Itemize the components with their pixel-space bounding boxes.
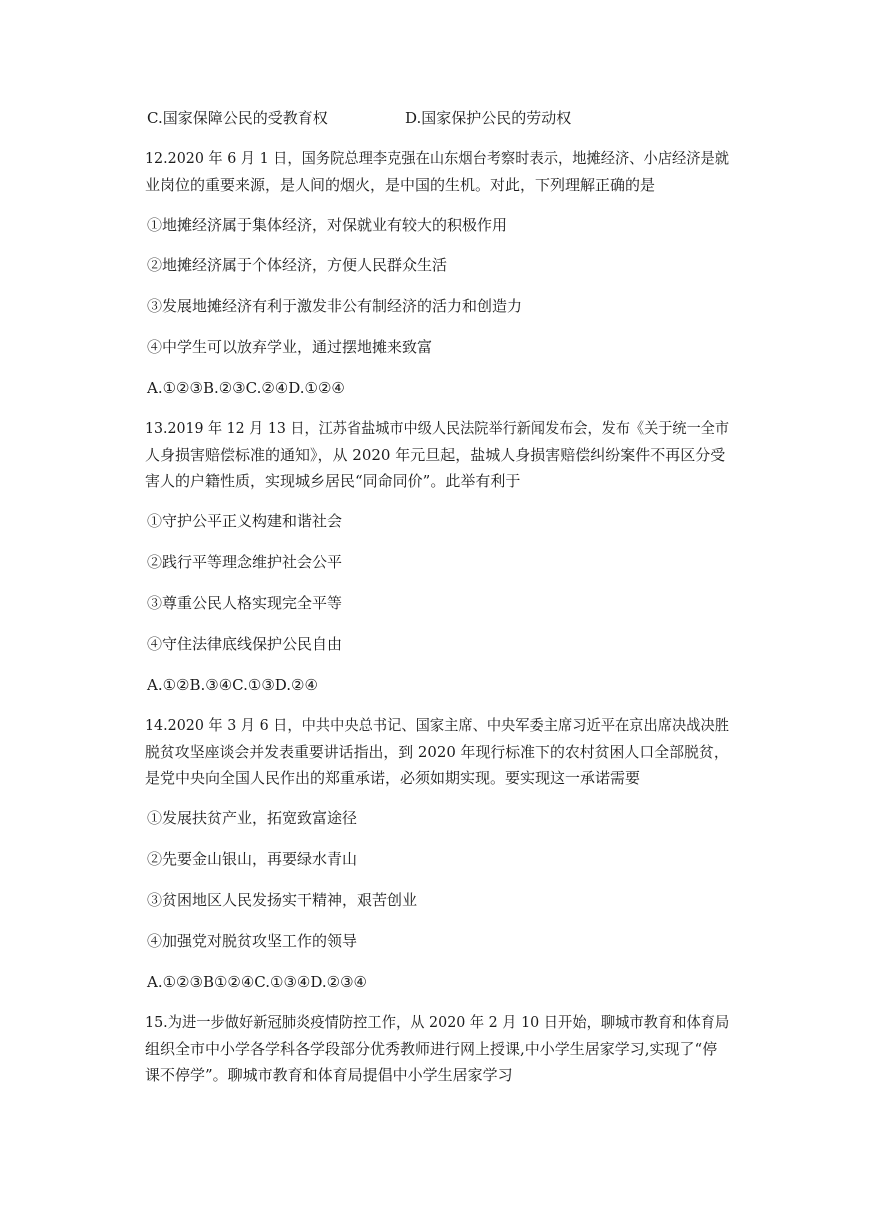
q13-item-3: ③尊重公民人格实现完全平等 [147,594,343,612]
q12-choices: A.①②③B.②③C.②④D.①②④ [147,379,345,397]
q14-item-4: ④加强党对脱贫攻坚工作的领导 [147,932,358,950]
q14-item-1: ①发展扶贫产业，拓宽致富途径 [147,809,358,827]
q14-stem-line-3: 是党中央向全国人民作出的郑重承诺，必须如期实现。要实现这一承诺需要 [145,769,641,787]
q14-item-3: ③贫困地区人民发扬实干精神，艰苦创业 [147,891,418,909]
q12-item-2: ②地摊经济属于个体经济，方便人民群众生活 [147,256,448,274]
q14-stem-line-1: 14.2020 年 3 月 6 日，中共中央总书记、国家主席、中央军委主席习近平在京出席决战决胜 [145,716,729,734]
q14-choices: A.①②③B①②④C.①③④D.②③④ [147,973,367,991]
q11-option-c: C.国家保障公民的受教育权 [147,109,328,127]
q13-stem-line-3: 害人的户籍性质，实现城乡居民“同命同价”。此举有利于 [145,472,521,490]
q13-stem-line-2: 人身损害赔偿标准的通知》，从 2020 年元旦起，盐城人身损害赔偿纠纷案件不再区分受 [145,446,726,464]
q12-item-3: ③发展地摊经济有利于激发非公有制经济的活力和创造力 [147,297,523,315]
q13-item-4: ④守住法律底线保护公民自由 [147,635,343,653]
q12-item-4: ④中学生可以放弃学业，通过摆地摊来致富 [147,338,433,356]
q14-item-2: ②先要金山银山，再要绿水青山 [147,850,358,868]
q13-item-1: ①守护公平正义构建和谐社会 [147,512,343,530]
q12-item-1: ①地摊经济属于集体经济，对保就业有较大的积极作用 [147,216,508,234]
q12-stem-line-1: 12.2020 年 6 月 1 日，国务院总理李克强在山东烟台考察时表示，地摊经济、小店经济是就 [145,149,729,167]
q15-stem-line-2: 组织全市中小学各学科各学段部分优秀教师进行网上授课,中小学生居家学习,实现了“停 [145,1040,718,1058]
q13-choices: A.①②B.③④C.①③D.②④ [147,676,318,694]
q15-stem-line-1: 15.为进一步做好新冠肺炎疫情防控工作，从 2020 年 2 月 10 日开始，聊城市教育和体育局 [145,1013,730,1031]
q13-stem-line-1: 13.2019 年 12 月 13 日，江苏省盐城市中级人民法院举行新闻发布会，发布《关于统一全市 [145,419,730,437]
q11-option-d: D.国家保护公民的劳动权 [405,109,572,127]
q13-item-2: ②践行平等理念维护社会公平 [147,553,343,571]
q15-stem-line-3: 课不停学”。聊城市教育和体育局提倡中小学生居家学习 [145,1066,513,1084]
q12-stem-line-2: 业岗位的重要来源，是人间的烟火，是中国的生机。对此，下列理解正确的是 [145,176,656,194]
q14-stem-line-2: 脱贫攻坚座谈会并发表重要讲话指出，到 2020 年现行标准下的农村贫困人口全部脱贫， [145,743,729,761]
